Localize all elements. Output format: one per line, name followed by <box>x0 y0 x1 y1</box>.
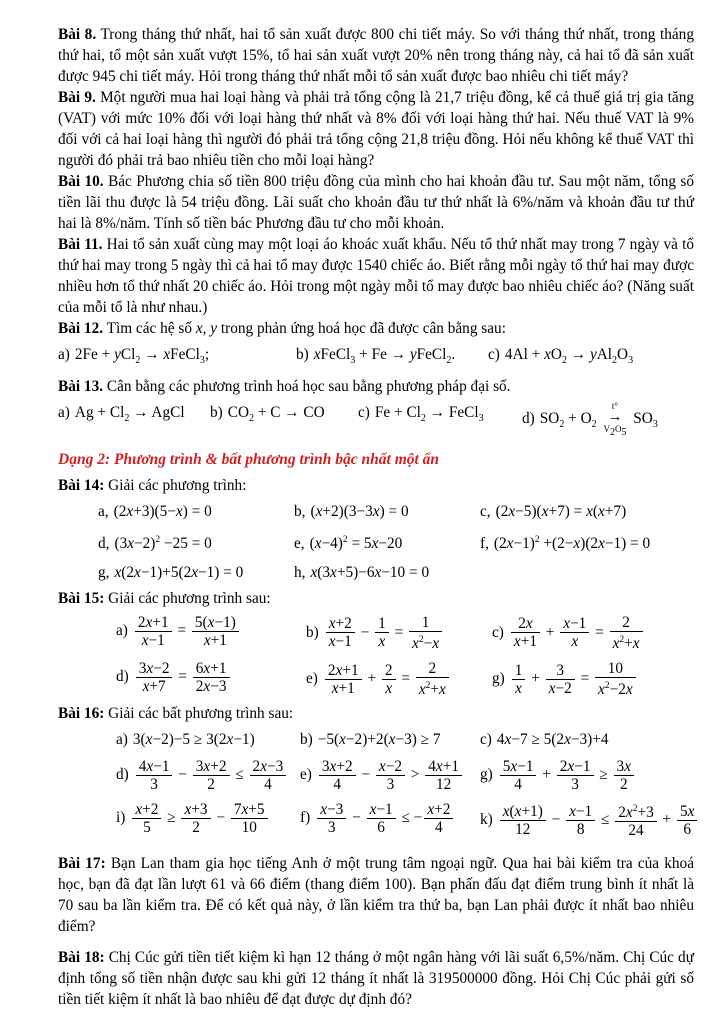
equation-grid <box>116 610 694 702</box>
fraction-denominator: 12 <box>500 820 546 838</box>
equation-item <box>98 497 294 526</box>
equation-label: c, <box>480 502 491 520</box>
fraction <box>325 662 362 697</box>
fraction-numerator: x+2 <box>427 801 451 819</box>
fraction-numerator: 6x+1 <box>195 660 227 678</box>
fraction-numerator: 7x+5 <box>233 801 265 819</box>
equation-formula: $(x-4)^2 = 5x-20$ <box>309 534 403 552</box>
fraction <box>424 801 453 836</box>
problem-text: Tìm các hệ số <box>106 320 196 337</box>
fraction-denominator: 4 <box>319 775 356 793</box>
equation-formula: (2x+3)(5−x) = 0 <box>113 502 212 520</box>
fraction-denominator: 24 <box>615 821 656 839</box>
equation-item <box>306 656 492 702</box>
equation-label: b, <box>294 502 306 520</box>
problem-label: Bài 8. <box>58 26 97 43</box>
equation-formula: 2Fe + yCl$_2$ → xFeCl$_3$; <box>74 346 210 367</box>
fraction-denominator: x−1 <box>326 632 355 650</box>
arrow-glyph: → <box>607 409 623 426</box>
equation-item <box>488 340 694 375</box>
equation-label: a) <box>116 621 128 639</box>
equation-formula: x(2x−1)+5(2x−1) = 0 <box>114 563 244 581</box>
fraction-numerator: 2 <box>384 661 393 679</box>
problem-text: Một người mua hai loại hàng và phải trả tổng cộng là 21,7 triệu đồng, kể cả thuế giá trị gia tăng (VAT) với mức 10% đối với loại hàng thứ nhất và 8% đối với loại hàng thứ hai. Nếu thuế VAT là 9% đối với cả hai loại hàng thì người đó phải trả tổng cộng 21,8 triệu đồng. Hỏi nếu không kể thuế VAT thì người đó phải trả bao nhiêu tiền cho mỗi loại hàng? <box>58 89 694 169</box>
equation-item <box>210 398 358 442</box>
problem-label: Bài 18: <box>58 949 105 967</box>
equation-grid <box>98 497 694 587</box>
fraction <box>319 758 356 793</box>
equation-formula: $\frac{2x+1}{x+1}$ + $\frac{2}{x}$ = $\frac{2}{x^2+x}$ <box>323 670 451 687</box>
fraction-denominator: 2 <box>614 775 634 793</box>
equation-item <box>294 497 480 526</box>
fraction-numerator: 2x+1 <box>137 613 169 631</box>
equation-item <box>480 754 699 797</box>
fraction-denominator: 3 <box>557 775 594 793</box>
equation-formula: $\frac{1}{x}$ + $\frac{3}{x-2}$ = $\frac{10}{x^2-2x}$ <box>510 670 638 687</box>
fraction-denominator: x−1 <box>135 631 172 649</box>
problem-text: Giải các phương trình: <box>108 476 247 494</box>
fraction-numerator: 2x <box>518 615 533 633</box>
problem-label: Bài 16: <box>58 705 105 723</box>
problem-label: Bài 9. <box>58 89 96 106</box>
fraction-numerator: 2x−3 <box>252 758 284 776</box>
fraction-numerator: 3x−2 <box>138 660 170 678</box>
fraction-denominator: 4 <box>250 775 287 793</box>
fraction-denominator: x−2 <box>546 679 575 697</box>
problem-label: Bài 14: <box>58 476 105 494</box>
fraction-numerator: 2 <box>428 660 437 678</box>
equation-formula: $Fe + Cl_2$ → FeCl$_3$ <box>374 404 484 425</box>
fraction-numerator: 2 <box>622 613 630 631</box>
fraction <box>512 662 526 697</box>
fraction-numerator: $2x^2+3$ <box>618 804 654 822</box>
section-heading: Dạng 2: Phương trình & bất phương trình bậc nhất một ẩn <box>58 450 440 468</box>
equation-grid <box>58 340 694 375</box>
fraction-denominator: x+1 <box>511 632 540 650</box>
fraction-denominator: x <box>512 679 526 697</box>
fraction-numerator: 1 <box>378 615 386 633</box>
problem-label: Bài 11. <box>58 236 103 253</box>
equation-item <box>358 398 522 442</box>
equation-label: a) <box>116 731 128 749</box>
equation-item <box>116 656 306 702</box>
problem-text: Giải các phương trình sau: <box>108 589 271 607</box>
fraction <box>614 758 634 793</box>
fraction <box>136 758 173 793</box>
fraction-numerator: 4x−1 <box>138 758 170 776</box>
fraction-numerator: x−1 <box>569 802 593 820</box>
problem-text: Bạn Lan tham gia học tiếng Anh ở một trung tâm ngoại ngữ. Qua hai bài kiểm tra của khoá học, bạn đã đạt lần lượt 61 và 66 điểm (thang điểm 100). Bạn phấn đấu đạt điểm trung bình ít nhất là 70 sau ba lần kiểm tra. Để có kết quả này, ở lần kiểm tra thứ ba, bạn Lan phải được ít nhất bao nhiêu điểm? <box>58 855 694 936</box>
equation-formula: $\frac{3x+2}{4}$ − $\frac{x-2}{3}$ > $\frac{4x+1}{12}$ <box>317 766 464 783</box>
problem-8 <box>58 24 694 87</box>
fraction-denominator: 10 <box>231 818 268 836</box>
fraction-numerator: x−1 <box>369 801 393 819</box>
equation-item <box>480 797 699 843</box>
fraction <box>615 801 656 839</box>
equation-item <box>300 754 480 797</box>
fraction <box>192 614 239 649</box>
fraction-numerator: 3x+2 <box>321 758 353 776</box>
arrow-under-label: $V_2O_5$ <box>603 424 627 438</box>
equation-label: c) <box>492 623 504 641</box>
fraction <box>367 801 396 836</box>
fraction-denominator: 2x−3 <box>193 677 230 695</box>
fraction-denominator: $x^2+x$ <box>416 677 449 698</box>
equation-formula: $\frac{x(x+1)}{12}$ − $\frac{x-1}{8}$ ≤ $\frac{2x^2+3}{24}$ + $\frac{5x}{6}$ <box>498 811 700 828</box>
equation-item <box>296 340 488 375</box>
fraction-numerator: x(x+1) <box>502 802 543 820</box>
equation-formula: xFeCl$_3$ + Fe → yFeCl$_2$. <box>313 346 456 367</box>
equation-formula: $\frac{5x-1}{4}$ + $\frac{2x-1}{3}$ ≥ $\frac{3x}{2}$ <box>498 766 636 783</box>
problem-label: Bài 15: <box>58 589 105 607</box>
equation-item <box>480 725 699 754</box>
equation-item <box>306 610 492 656</box>
fraction <box>677 803 697 838</box>
fraction-denominator: 2 <box>181 818 210 836</box>
fraction <box>566 803 595 838</box>
problem-label: Bài 10. <box>58 173 104 190</box>
fraction-numerator: x−1 <box>563 615 587 633</box>
equation-item <box>116 725 300 754</box>
equation-label: g) <box>492 669 505 687</box>
fraction-denominator: 5 <box>132 818 161 836</box>
equation-item <box>98 558 294 587</box>
fraction <box>500 758 537 793</box>
equation-label: c) <box>358 404 370 422</box>
fraction-numerator: x−3 <box>320 801 344 819</box>
fraction <box>193 758 230 793</box>
fraction-denominator: 6 <box>367 818 396 836</box>
inline-math: x, y <box>195 320 218 337</box>
fraction <box>132 801 161 836</box>
problem-text: Trong tháng thứ nhất, hai tổ sản xuất được 800 chi tiết máy. So với tháng thứ nhất, trong tháng thứ hai, tổ một sản xuất vượt 15%, tổ hai sản xuất vượt 20% nên trong tháng này, cả hai tổ đã sản xuất được 945 chi tiết máy. Hỏi trong tháng thứ nhất mỗi tổ sản xuất được bao nhiêu chi tiết máy? <box>58 26 694 85</box>
equation-label: i) <box>116 809 126 827</box>
equation-label: d, <box>98 534 110 552</box>
fraction <box>560 615 589 650</box>
equation-formula: $Ag + Cl_2$ → AgCl <box>74 404 185 425</box>
problem-15 <box>58 588 694 609</box>
equation-grid <box>116 725 694 843</box>
fraction <box>193 660 230 695</box>
equation-label: b) <box>296 346 309 363</box>
equation-label: g, <box>98 563 110 581</box>
problem-11 <box>58 234 694 318</box>
problem-12 <box>58 318 694 339</box>
equation-label: d) <box>522 410 535 428</box>
equation-formula: (x+2)(3−3x) = 0 <box>310 502 409 520</box>
fraction-denominator: 4 <box>500 775 537 793</box>
fraction-numerator: 4x+1 <box>428 758 459 776</box>
equation-item <box>480 497 694 526</box>
problem-label: Bài 17: <box>58 855 106 873</box>
equation-label: a, <box>98 502 109 520</box>
problem-9 <box>58 87 694 171</box>
fraction <box>610 614 643 652</box>
fraction <box>416 660 449 698</box>
problem-text: Bác Phương chia số tiền 800 triệu đồng của mình cho hai khoản đầu tư. Sau một năm, tổng số tiền lãi thu được là 54 triệu đồng. Lãi suất cho khoản đầu tư thứ nhất là 6%/năm và khoản đầu tư thứ hai là 8%/năm. Tính số tiền bác Phương đầu tư cho mỗi khoản. <box>58 173 695 232</box>
document-content <box>58 24 694 1010</box>
problem-17 <box>58 853 694 937</box>
problem-18 <box>58 947 694 1010</box>
equation-item <box>492 656 694 702</box>
fraction <box>595 660 636 698</box>
equation-formula: −5(x−2)+2(x−3) ≥ 7 <box>317 731 441 749</box>
problem-text: Cân bằng các phương trình hoá học sau bằng phương pháp đại số. <box>106 378 511 396</box>
fraction-denominator: $x^2-x$ <box>409 631 442 652</box>
fraction-denominator: x+1 <box>325 679 362 697</box>
fraction <box>382 662 396 697</box>
equation-label: k) <box>480 810 493 828</box>
problem-10 <box>58 171 694 234</box>
fraction-numerator: 5x−1 <box>502 758 534 776</box>
fraction-numerator: x+2 <box>328 615 352 633</box>
equation-formula: $\frac{4x-1}{3}$ − $\frac{3x+2}{2}$ ≤ $\frac{2x-3}{4}$ <box>134 766 289 783</box>
equation-formula: $SO_2 + O_2$ t° → $V_2O_5$ $SO_3$ <box>539 401 658 438</box>
fraction <box>231 801 268 836</box>
equation-item <box>294 526 480 558</box>
equation-label: g) <box>480 766 493 784</box>
fraction-denominator: x+7 <box>136 677 173 695</box>
equation-item <box>492 610 694 656</box>
fraction-denominator: 8 <box>566 820 595 838</box>
fraction-denominator: x <box>382 679 396 697</box>
fraction <box>557 758 594 793</box>
problem-label: Bài 12. <box>58 320 104 337</box>
equation-label: b) <box>306 623 319 641</box>
equation-item <box>116 797 300 843</box>
equation-item <box>300 797 480 843</box>
problem-13 <box>58 376 694 397</box>
fraction <box>326 615 355 650</box>
problem-text: Chị Cúc gửi tiền tiết kiệm kì hạn 12 tháng ở một ngân hàng với lãi suất 6,5%/năm. Chị Cúc dự định tổng số tiền nhận được sau khi gửi 12 tháng ít nhất là 319500000 đồng. Hỏi Chị Cúc phải gửi số tiền tiết kiệm ít nhất là bao nhiêu để đạt được dự định đó? <box>58 949 694 1009</box>
equation-label: d) <box>116 766 129 784</box>
fraction <box>317 801 346 836</box>
equation-item <box>300 725 480 754</box>
fraction <box>136 660 173 695</box>
equation-label: e, <box>294 534 305 552</box>
problem-16 <box>58 703 694 724</box>
fraction-numerator: x+2 <box>135 801 159 819</box>
equation-formula: (2x−5)(x+7) = x(x+7) <box>495 502 627 520</box>
fraction <box>375 615 389 650</box>
equation-item <box>480 526 694 558</box>
equation-label: a) <box>58 404 70 422</box>
fraction-denominator: 3 <box>136 775 173 793</box>
problem-text: Hai tổ sản xuất cùng may một loại áo khoác xuất khẩu. Nếu tổ thứ nhất may trong 7 ngày và tổ thứ hai may trong 5 ngày thì cả hai tổ may được 1540 chiếc áo. Biết rằng mỗi ngày tổ thứ hai may được nhiều hơn tổ thứ nhất 20 chiếc áo. Hỏi trong một ngày mỗi tổ may được bao nhiêu chiếc áo? (Năng suất của mỗi tổ là như nhau.) <box>58 236 694 316</box>
equation-item <box>98 526 294 558</box>
fraction-denominator: $x^2-2x$ <box>595 677 636 698</box>
equation-grid <box>58 398 694 442</box>
equation-formula: x(3x+5)−6x−10 = 0 <box>310 563 430 581</box>
equation-formula: 3(x−2)−5 ≥ 3(2x−1) <box>132 731 255 749</box>
fraction-numerator: 3x <box>616 758 631 776</box>
equation-formula: $\frac{2x+1}{x-1}$ = $\frac{5(x-1)}{x+1}$ <box>133 622 241 639</box>
fraction-denominator: x <box>560 632 589 650</box>
equation-formula: $4Al + xO_2 \to yAl_2O_3$ <box>504 346 634 367</box>
fraction-numerator: 1 <box>421 613 430 631</box>
problem-label: Bài 13. <box>58 378 104 396</box>
equation-label: c) <box>480 731 492 749</box>
problem-text: trong phản ứng hoá học đã được cân bằng sau: <box>217 320 506 337</box>
equation-item <box>294 558 480 587</box>
fraction-numerator: 2x+1 <box>327 661 359 679</box>
arrow-over-label: t° <box>611 401 619 412</box>
equation-formula: $\frac{x-3}{3}$ − $\frac{x-1}{6}$ ≤ − $\frac{x+2}{4}$ <box>315 809 455 826</box>
fraction-denominator: 3 <box>376 775 405 793</box>
equation-formula: $CO_2 + C$ → CO <box>227 404 325 425</box>
equation-label: a) <box>58 346 70 363</box>
equation-label: e) <box>306 669 318 687</box>
equation-label: b) <box>300 731 313 749</box>
fraction-numerator: 10 <box>607 660 623 678</box>
equation-item <box>116 754 300 797</box>
equation-formula: 4x−7 ≥ 5(2x−3)+4 <box>496 731 609 749</box>
equation-formula: $\frac{3x-2}{x+7}$ = $\frac{6x+1}{2x-3}$ <box>134 668 232 685</box>
equation-label: d) <box>116 668 129 686</box>
problem-text: Giải các bất phương trình sau: <box>108 705 294 723</box>
equation-item <box>522 398 694 442</box>
fraction-numerator: 3 <box>556 661 565 679</box>
fraction <box>425 758 462 793</box>
fraction <box>500 803 546 838</box>
fraction-numerator: 3x+2 <box>195 758 227 776</box>
fraction-numerator: x−2 <box>378 758 402 776</box>
fraction-denominator: 12 <box>425 775 462 793</box>
equation-item <box>58 340 296 375</box>
fraction-denominator: x+1 <box>192 631 239 649</box>
fraction <box>135 614 172 649</box>
fraction-numerator: 1 <box>514 661 523 679</box>
fraction-denominator: 6 <box>677 820 697 838</box>
fraction <box>181 801 210 836</box>
fraction-denominator: x <box>375 632 389 650</box>
fraction <box>511 615 540 650</box>
fraction-numerator: 5x <box>680 802 695 820</box>
fraction <box>409 614 442 652</box>
problem-14 <box>58 475 694 496</box>
fraction <box>250 758 287 793</box>
equation-item <box>58 398 210 442</box>
equation-label: e) <box>300 766 312 784</box>
fraction-denominator: 4 <box>424 818 453 836</box>
equation-label: c) <box>488 346 500 363</box>
equation-item <box>116 610 306 656</box>
equation-label: f, <box>480 534 489 552</box>
fraction-numerator: 2x−1 <box>559 758 591 776</box>
fraction-denominator: 2 <box>193 775 230 793</box>
fraction-numerator: x+3 <box>184 801 208 819</box>
equation-label: f) <box>300 809 311 827</box>
fraction <box>376 758 405 793</box>
equation-label: h, <box>294 563 306 581</box>
reaction-arrow <box>603 402 626 438</box>
fraction-numerator: 5(x−1) <box>194 613 236 631</box>
equation-label: b) <box>210 404 223 422</box>
equation-formula: $\frac{2x}{x+1}$ + $\frac{x-1}{x}$ = $\frac{2}{x^2+x}$ <box>509 624 645 641</box>
fraction <box>546 662 575 697</box>
fraction-denominator: $x^2+x$ <box>610 631 643 652</box>
equation-formula: $\frac{x+2}{x-1}$ − $\frac{1}{x}$ = $\frac{1}{x^2-x}$ <box>324 624 444 641</box>
equation-formula: $(3x-2)^2 -25 = 0$ <box>114 534 212 552</box>
equation-formula: $(2x-1)^2 +(2-x)(2x-1) = 0$ <box>493 534 651 552</box>
fraction-denominator: 3 <box>317 818 346 836</box>
equation-formula: $\frac{x+2}{5}$ ≥ $\frac{x+3}{2}$ − $\frac{7x+5}{10}$ <box>130 809 269 826</box>
